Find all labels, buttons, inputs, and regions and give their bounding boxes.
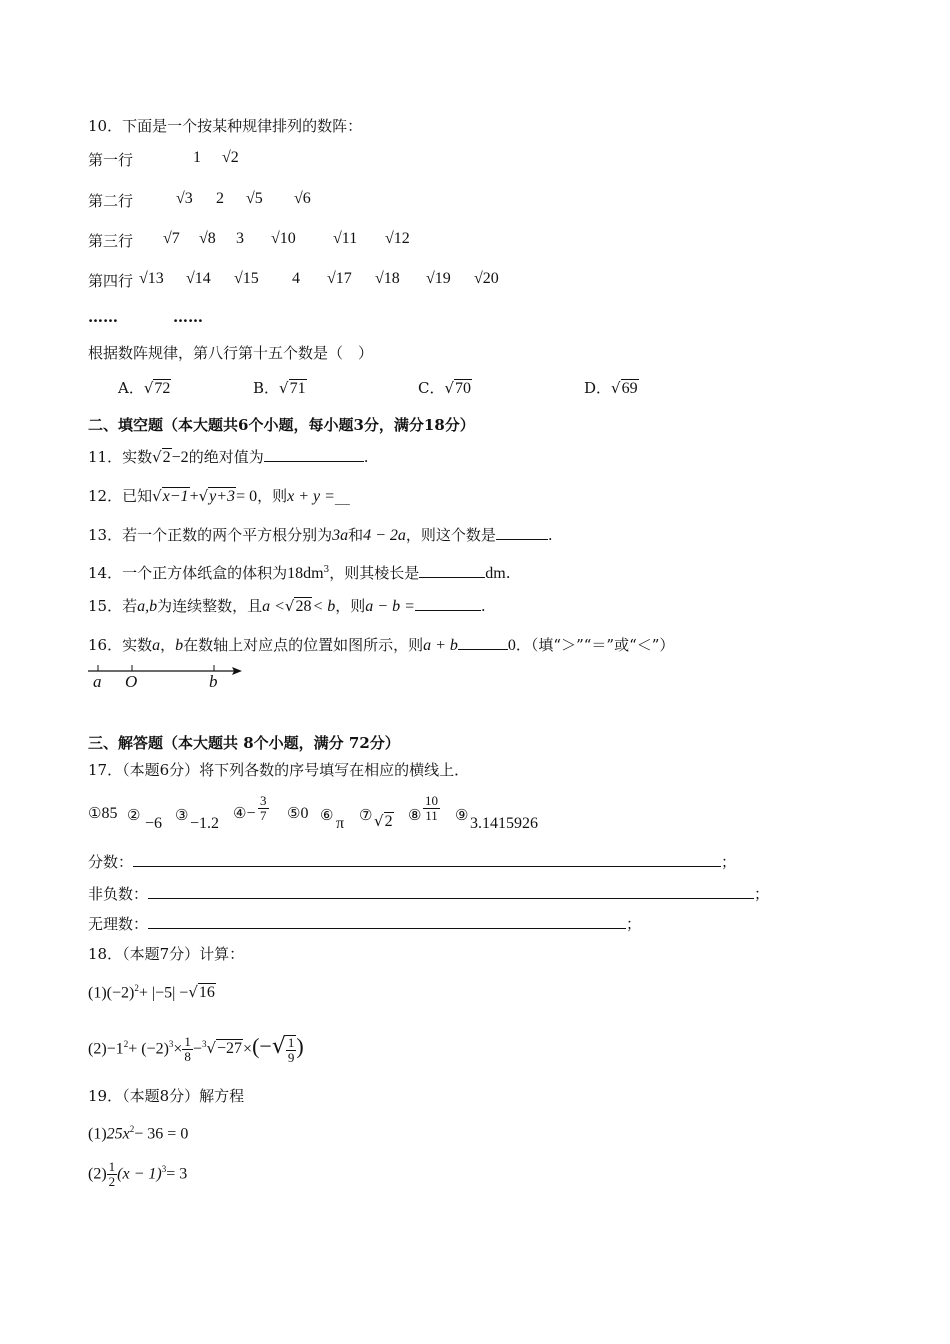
number-line-axis [86, 660, 246, 692]
number-value: π [336, 815, 345, 832]
choice-letter: D． [584, 379, 612, 397]
point-b-label: b [209, 672, 218, 691]
matrix-item: √2 [222, 149, 239, 166]
number-item: ⑦ [359, 806, 373, 824]
answer-blank[interactable] [264, 445, 364, 462]
fraction: $\frac{10}{11}$ [425, 793, 438, 823]
number-value: −1.2 [190, 815, 220, 832]
q18-part1: $(1)(-2)^2+ |-5| -√16$ [88, 983, 215, 1002]
matrix-item: √10 [271, 230, 296, 247]
matrix-item: √7 [163, 230, 180, 247]
matrix-item: √17 [327, 270, 352, 287]
answer-blank[interactable]: __ [334, 487, 350, 505]
q13: 13．若一个正数的两个平方根分别为3a和4 − 2a，则这个数是 . [88, 523, 553, 548]
number-line [86, 660, 246, 692]
number-item: ⑨ [455, 806, 469, 824]
matrix-item: 4 [292, 270, 300, 287]
row-label: 第四行 [88, 272, 134, 290]
number-item: ①85 [88, 804, 118, 822]
ellipsis: …… [173, 308, 203, 326]
fraction: $\frac{3}{7}$ [260, 793, 267, 823]
q19-part1: $(1)25x^2- 36 = 0$ [88, 1124, 189, 1143]
q14: 14．一个正方体纸盒的体积为$18dm^3$，则其棱长是 dm. [88, 558, 511, 586]
matrix-item: √3 [176, 190, 193, 207]
choice-letter: C． [418, 379, 445, 397]
row-label: 第三行 [88, 232, 134, 250]
matrix-item: √14 [186, 270, 211, 287]
choice-b[interactable] [253, 377, 307, 398]
q12: 12．已知√x−1+√y+3= 0，则x + y =__ [88, 487, 350, 505]
answer-blank[interactable] [496, 523, 548, 540]
q10-intro: 10．下面是一个按某种规律排列的数阵： [88, 117, 363, 135]
section-title: 三、解答题（本大题共 8个小题，满分 72分） [88, 734, 400, 752]
q19-text: 19．（本题8分）解方程 [88, 1087, 245, 1105]
matrix-item: 3 [236, 230, 244, 247]
origin-label: O [125, 672, 138, 691]
q11: 11．实数√2−2的绝对值为 . [88, 445, 368, 470]
choice-letter: B． [253, 379, 280, 397]
matrix-item: √12 [385, 230, 410, 247]
q17-text: 17．（本题6分）将下列各数的序号填写在相应的横线上． [88, 761, 470, 779]
number-item: ④− [233, 804, 256, 822]
number-value: 3.1415926 [470, 815, 538, 832]
choice-c[interactable] [418, 377, 472, 398]
irrational-answer-line: 无理数： ； [88, 912, 641, 936]
answer-blank[interactable] [415, 594, 481, 611]
matrix-item: √11 [333, 230, 358, 247]
choice-letter: A． [118, 379, 144, 397]
choice-a[interactable] [118, 377, 171, 398]
q19-part2: (2) $\frac{1}{2}$ $(x - 1)^3= 3$ [88, 1159, 188, 1190]
matrix-item: √6 [294, 190, 311, 207]
number-value: −6 [145, 815, 163, 832]
q16: 16．实数a，b在数轴上对应点的位置如图所示，则a + b 0．（填“＞”“＝”或“＜”） [88, 633, 674, 658]
nonnegative-answer-line: 非负数： ； [88, 882, 769, 906]
answer-blank[interactable] [419, 561, 485, 578]
answer-blank[interactable] [148, 882, 754, 899]
matrix-item: √15 [234, 270, 259, 287]
number-item: ③ [175, 806, 189, 824]
choice-d[interactable] [584, 377, 639, 398]
section-title: 二、填空题（本大题共6个小题，每小题3分，满分18分） [88, 416, 475, 434]
q15: 15．若a,b为连续整数，且a <√28< b，则a − b = . [88, 594, 486, 619]
fraction-answer-line: 分数： ； [88, 850, 736, 874]
matrix-item: √19 [426, 270, 451, 287]
answer-blank[interactable] [458, 633, 508, 650]
matrix-item: √5 [246, 190, 263, 207]
q18-text: 18．（本题7分）计算： [88, 945, 245, 963]
number-item: ⑧ [408, 806, 422, 824]
matrix-item: √20 [474, 270, 499, 287]
answer-blank[interactable] [133, 850, 721, 867]
number-item: ② [127, 806, 141, 824]
ellipsis: …… [88, 308, 118, 326]
sqrt-expression: √72 [143, 379, 171, 397]
matrix-item: √18 [375, 270, 400, 287]
answer-blank[interactable] [148, 912, 626, 929]
point-a-label: a [93, 672, 102, 691]
q18-part2: $(2)-1^2+ (-2)^3\times$ $\frac{1}{8}$ −$^3$√−27×(−√ $\frac{1}{9}$ ) [88, 1033, 304, 1065]
matrix-item: 2 [216, 190, 224, 207]
row-label: 第二行 [88, 192, 134, 210]
matrix-item: 1 [193, 149, 201, 166]
matrix-item: √13 [139, 270, 164, 287]
number-item: ⑤0 [287, 804, 309, 822]
sqrt-expression: √71 [279, 379, 306, 397]
q10-question: 根据数阵规律，第八行第十五个数是（ ） [88, 344, 374, 362]
row-label: 第一行 [88, 151, 134, 169]
sqrt-expression: √69 [611, 379, 638, 397]
sqrt-expression: √2 [374, 812, 393, 830]
number-item: ⑥ [320, 806, 334, 824]
matrix-item: √8 [199, 230, 216, 247]
sqrt-expression: √70 [444, 379, 472, 397]
